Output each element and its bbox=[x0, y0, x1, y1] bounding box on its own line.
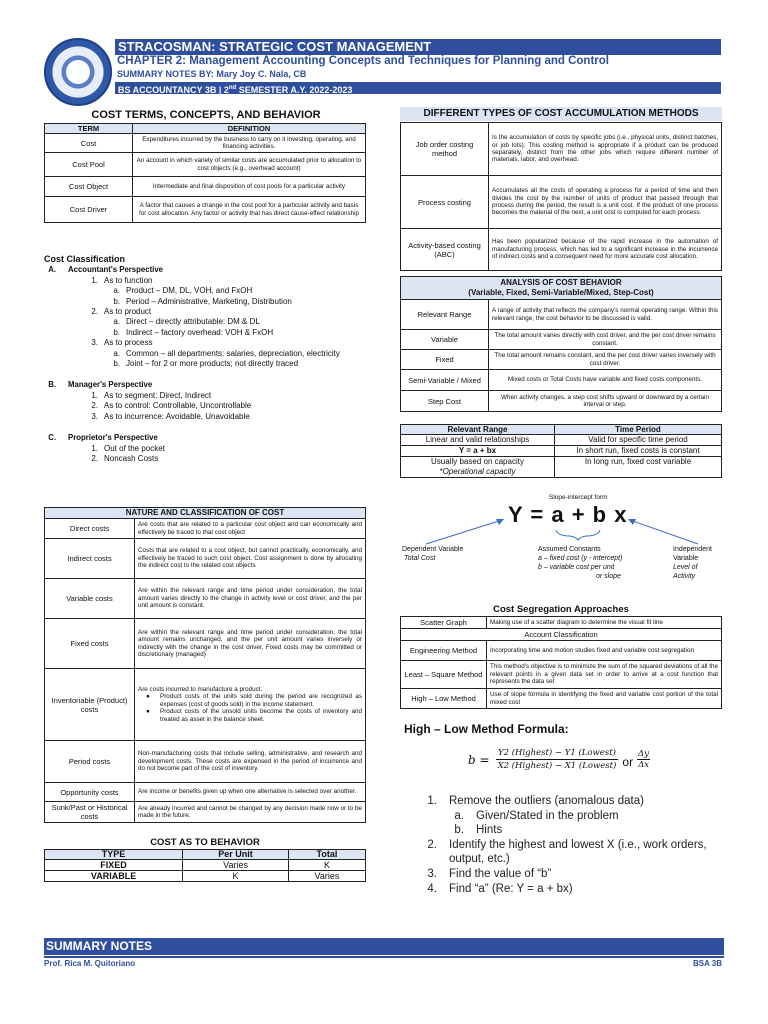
dep-value: Total Cost bbox=[404, 555, 436, 562]
formula-caption: Slope-intercept form bbox=[549, 494, 608, 501]
asm-b: b – variable cost per unit bbox=[538, 564, 615, 571]
seg-def: Making use of a scatter diagram to determine the visual fit line bbox=[487, 617, 722, 629]
assumed-constants bbox=[538, 545, 622, 581]
nature-def: Non-manufacturing costs that include selling, administrative, and research and development costs. These costs are expensed in the period of incurrence and do not become part of the cost of inventory. bbox=[135, 741, 366, 783]
col-term: TERM bbox=[45, 124, 133, 134]
accum-label: Process costing bbox=[401, 176, 489, 229]
list-item: Product – DM, DL, VOH, and FxOH bbox=[126, 286, 253, 296]
range-table bbox=[400, 424, 722, 478]
accum-def: Accumulates all the costs of operating a process for a period of time and then divides the cost by the number of units of product that passed through that process during the period, the result is a unit cost. If the product of one process becomes the material of the next, a unit cost is computed for each process. bbox=[489, 176, 722, 229]
bullet-item: Product costs of the unsold units become the costs of inventory and treated as asset in the balance sheet. bbox=[160, 708, 362, 723]
analysis-title: ANALYSIS OF COST BEHAVIOR bbox=[500, 278, 622, 287]
list-item: Common – all departments: salaries, depreciation, electricity bbox=[126, 348, 340, 358]
nature-def: Are costs incurred to manufacture a product. ● Product costs of the units sold during the period are recognized as expenses (cost of goods sold) in the income statement. ● Product costs of the unsold units become the costs of inventory and treated as asset in the balance sheet. bbox=[135, 669, 366, 741]
cost-terms-table bbox=[44, 123, 366, 223]
summary-by: SUMMARY NOTES BY: Mary Joy C. Nala, CB bbox=[117, 69, 307, 79]
dep-label: Dependent Variable bbox=[402, 546, 464, 553]
list-item: Direct – directly attributable: DM & DL bbox=[126, 317, 260, 327]
term-label: Cost bbox=[45, 134, 133, 153]
footer-bar: SUMMARY NOTES bbox=[44, 938, 724, 955]
term-label: Cost Driver bbox=[45, 197, 133, 223]
seg-def: Use of slope formula in identifying the fixed and variable cost portion of the total mixed cost bbox=[487, 689, 722, 709]
list-item: Out of the pocket bbox=[104, 443, 165, 453]
bullet-item: Product costs of the units sold during the period are recognized as expenses (cost of goods sold) in the income statement. bbox=[160, 693, 362, 708]
nature-label: Direct costs bbox=[45, 519, 135, 539]
highlow-formula bbox=[468, 748, 650, 771]
behavior-table bbox=[44, 849, 366, 882]
behavior-cell: K bbox=[183, 871, 289, 882]
col-relevant-range: Relevant Range bbox=[401, 425, 555, 435]
step-item: Find the value of “b” bbox=[449, 867, 552, 880]
accum-label: Activity-based costing (ABC) bbox=[401, 229, 489, 271]
chapter-title: CHAPTER 2: Management Accounting Concepts and Techniques for Planning and Control bbox=[117, 55, 609, 67]
nature-label: Inventoriable (Product) costs bbox=[45, 669, 135, 741]
behavior-cell: Varies bbox=[183, 860, 289, 871]
analysis-def: The total amount varies directly with cost driver, and the per cost driver remains constant. bbox=[489, 330, 722, 350]
ind-label: Variable bbox=[673, 555, 699, 562]
list-item: As to segment: Direct, Indirect bbox=[104, 390, 212, 400]
or-text: or bbox=[622, 754, 634, 769]
analysis-def: The total amount remains constant, and the per cost driver varies inversely with cost driver. bbox=[489, 350, 722, 370]
arrow-dependent bbox=[426, 520, 502, 544]
behavior-cell: VARIABLE bbox=[45, 871, 183, 882]
b-symbol: b = bbox=[468, 752, 490, 767]
term-label: Cost Object bbox=[45, 177, 133, 197]
seg-def: Incorporating time and motion studies fixed and variable cost segregation bbox=[487, 641, 722, 661]
col-type: TYPE bbox=[45, 850, 183, 860]
proprietor-perspective: Proprietor's Perspective bbox=[68, 433, 158, 443]
behavior-cell: Varies bbox=[288, 871, 365, 882]
accum-table bbox=[400, 122, 722, 271]
asm-label: Assumed Constants bbox=[538, 546, 601, 553]
nature-label: Indirect costs bbox=[45, 539, 135, 579]
list-item: Period – Administrative, Marketing, Distribution bbox=[126, 296, 292, 306]
behavior-cell: K bbox=[288, 860, 365, 871]
asm-b-note: or slope bbox=[596, 573, 621, 580]
analysis-def: A range of activity that reflects the company's normal operating range. Within this relevant range, the cost behavior to be discussed is valid. bbox=[489, 300, 722, 330]
accum-label: Job order costing method bbox=[401, 123, 489, 176]
list-item: As to function bbox=[104, 275, 153, 285]
cost-terms-title: COST TERMS, CONCEPTS, AND BEHAVIOR bbox=[91, 109, 321, 121]
formula-numerator: Y2 (Highest) − Y1 (Lowest) bbox=[498, 748, 616, 758]
seg-label: Engineering Method bbox=[401, 641, 487, 661]
highlow-steps: 1. Remove the outliers (anomalous data) a. Given/Stated in the problem b. Hints 2. Identify the highest and lowest X (i.e., work orders, output, etc.) 3. Find the value of “b” 4. Find “a” (Re: Y = a + bx) bbox=[404, 794, 724, 896]
brace-icon bbox=[556, 530, 600, 540]
header-title-bar: STRACOSMAN: STRATEGIC COST MANAGEMENT bbox=[115, 39, 721, 55]
step-item: Find “a” (Re: Y = a + bx) bbox=[449, 882, 573, 895]
term-def: A factor that causes a change in the cost pool for a particular activity and basis for cost allocation. Any factor or activity that has direct cause-effect relationship bbox=[133, 197, 366, 223]
asm-a: a – fixed cost (y - intercept) bbox=[538, 555, 623, 562]
range-cell: In short run, fixed costs is constant bbox=[555, 446, 722, 457]
inventoriable-intro: Are costs incurred to manufacture a product. bbox=[138, 685, 263, 693]
accum-def: Has been popularized because of the rapid increase in the automation of manufacturing process, which has led to a significant increase in the incurrence of indirect costs and a consequent need for more accurate cost allocation. bbox=[489, 229, 722, 271]
ind-value: Level of bbox=[673, 564, 698, 571]
school-seal bbox=[44, 38, 112, 106]
col-time-period: Time Period bbox=[555, 425, 722, 435]
list-item: Indirect – factory overhead: VOH & FxOH bbox=[126, 327, 274, 337]
range-cell: Usually based on capacity bbox=[431, 457, 524, 466]
seg-label: High – Low Method bbox=[401, 689, 487, 709]
footer-author: Prof. Rica M. Quitoriano bbox=[44, 959, 136, 968]
behavior-cell: FIXED bbox=[45, 860, 183, 871]
col-definition: DEFINITION bbox=[133, 124, 366, 134]
col-per-unit: Per Unit bbox=[183, 850, 289, 860]
range-cell: In long run, fixed cost variable bbox=[555, 457, 722, 478]
list-item: As to product bbox=[104, 307, 152, 317]
seg-label: Least – Square Method bbox=[401, 661, 487, 689]
nature-label: Fixed costs bbox=[45, 619, 135, 669]
arrow-independent bbox=[630, 520, 698, 544]
manager-perspective: Manager's Perspective bbox=[68, 380, 153, 390]
segregation-title: Cost Segregation Approaches bbox=[493, 604, 629, 615]
segregation-table bbox=[400, 616, 722, 709]
range-note: *Operational capacity bbox=[439, 467, 516, 476]
list-item: As to incurrence: Avoidable, Unavoidable bbox=[104, 411, 250, 421]
list-item: As to process bbox=[104, 338, 153, 348]
list-item: Noncash Costs bbox=[104, 453, 159, 463]
behavior-title: COST AS TO BEHAVIOR bbox=[150, 837, 260, 848]
nature-def: Costs that are related to a cost object, but cannot practically, economically, and effectively be traced to such cost object. Cost assignment is done by allocating the indirect cost to the related cost objects bbox=[135, 539, 366, 579]
term-label: Cost Pool bbox=[45, 153, 133, 177]
dependent-variable bbox=[402, 545, 463, 563]
ind-label: Independent bbox=[673, 546, 712, 553]
formula-denominator: X2 (Highest) − X1 (Lowest) bbox=[497, 761, 617, 771]
range-cell: Y = a + bx bbox=[401, 446, 555, 457]
seg-def: This method's objective is to minimize the sum of the squared deviations of all the relevant points in a given data set in order to arrive at a cost function that represents the data set bbox=[487, 661, 722, 689]
nature-def: Are income or benefits given up when one alternative is selected over another. bbox=[135, 783, 366, 802]
accountant-perspective: Accountant's Perspective bbox=[68, 265, 164, 275]
footer-section: BSA 3B bbox=[692, 959, 722, 968]
delta-x: Δx bbox=[638, 760, 649, 770]
step-item: Remove the outliers (anomalous data) bbox=[449, 795, 644, 807]
accum-title: DIFFERENT TYPES OF COST ACCUMULATION METHODS bbox=[400, 107, 722, 121]
range-cell: Valid for specific time period bbox=[555, 435, 722, 446]
ind-value: Activity bbox=[673, 573, 696, 580]
formula-equation: Y = a + b x bbox=[508, 502, 628, 527]
semester-bar: BS ACCOUNTANCY 3B | 2nd SEMESTER A.Y. 2022-2023 bbox=[115, 82, 721, 94]
term-def: Expenditures incurred by the business to carry on it investing, operating, and financing activities. bbox=[133, 134, 366, 153]
cost-classification: Cost Classification A. Accountant's Perspective 1. As to function a. Product – DM, DL, VOH, and FxOH b. Period – Administrative, Marketing, Distribution 2. As to product a. Direct – directly attributable: DM & DL b. Indirect – factory overhead: VOH & FxOH 3. As to process a. Common – all departments: salaries, depreciation, electricity b. Joint – for 2 or more products; not directly traced B. Manager's Perspective 1. As to segment: Direct, Indirect 2. As to control: Controllable, Uncontrollable 3. As to incurrence: Avoidable, Unavoidable C. Proprietor's Perspective 1. Out of the pocket 2. Noncash Costs bbox=[44, 254, 368, 464]
nature-label: Opportunity costs bbox=[45, 783, 135, 802]
independent-variable bbox=[673, 545, 712, 581]
term-def: Intermediate and final disposition of cost pools for a particular activity bbox=[133, 177, 366, 197]
nature-title: NATURE AND CLASSIFICATION OF COST bbox=[45, 508, 366, 519]
col-total: Total bbox=[288, 850, 365, 860]
analysis-label: Step Cost bbox=[401, 391, 489, 412]
list-item: Joint – for 2 or more products; not directly traced bbox=[126, 359, 299, 369]
delta-y: Δy bbox=[638, 749, 649, 759]
term-def: An account in which variety of similar costs are accumulated prior to allocation to cost objects (e.g., overhead account) bbox=[133, 153, 366, 177]
step-subitem: Given/Stated in the problem bbox=[476, 809, 619, 822]
classification-title: Cost Classification bbox=[44, 254, 126, 264]
range-cell: Linear and valid relationships bbox=[401, 435, 555, 446]
seg-subheader: Account Classification bbox=[401, 629, 722, 641]
highlow-title: High – Low Method Formula: bbox=[404, 722, 569, 736]
formula-arrows bbox=[400, 500, 722, 550]
nature-label: Period costs bbox=[45, 741, 135, 783]
analysis-label: Semi-Variable / Mixed bbox=[401, 370, 489, 391]
seg-label: Scatter Graph bbox=[401, 617, 487, 629]
analysis-label: Relevant Range bbox=[401, 300, 489, 330]
nature-def: Are within the relevant range and time period under consideration, the total amount varies directly to the change in activity level or cost driver, and the per unit amount is constant. bbox=[135, 579, 366, 619]
accum-def: Is the accumulation of costs by specific jobs (i.e., physical units, distinct batches, or job lots). This costing method is appropriate if a product can be produced separately, distinct from the other jobs which require different number of materials, labor, and overhead. bbox=[489, 123, 722, 176]
analysis-def: When activity changes, a step cost shifts upward or downward by a certain interval or step. bbox=[489, 391, 722, 412]
nature-def: Are within the relevant range and time period under consideration, the total amount remains unchanged, and the per unit amount varies inversely or indirectly with the change in the cost driver. Fixed costs may be committed or discretionary (managed) bbox=[135, 619, 366, 669]
nature-label: Variable costs bbox=[45, 579, 135, 619]
nature-def: Are costs that are related to a particular cost object and can economically and effectively be traced to that cost object bbox=[135, 519, 366, 539]
analysis-label: Variable bbox=[401, 330, 489, 350]
step-item: Identify the highest and lowest X (i.e., work orders, output, etc.) bbox=[449, 838, 707, 866]
nature-def: Are already incurred and cannot be changed by any decision made now or to be made in the future. bbox=[135, 802, 366, 823]
analysis-def: Mixed costs or Total Costs have variable and fixed costs components. bbox=[489, 370, 722, 391]
footer-rule bbox=[44, 956, 724, 958]
nature-label: Sunk/Past or Historical costs bbox=[45, 802, 135, 823]
analysis-subtitle: (Variable, Fixed, Semi-Variable/Mixed, Step-Cost) bbox=[468, 288, 654, 297]
list-item: As to control: Controllable, Uncontrollable bbox=[104, 401, 252, 411]
analysis-table bbox=[400, 276, 722, 412]
nature-table bbox=[44, 507, 366, 823]
step-subitem: Hints bbox=[476, 824, 503, 837]
analysis-label: Fixed bbox=[401, 350, 489, 370]
